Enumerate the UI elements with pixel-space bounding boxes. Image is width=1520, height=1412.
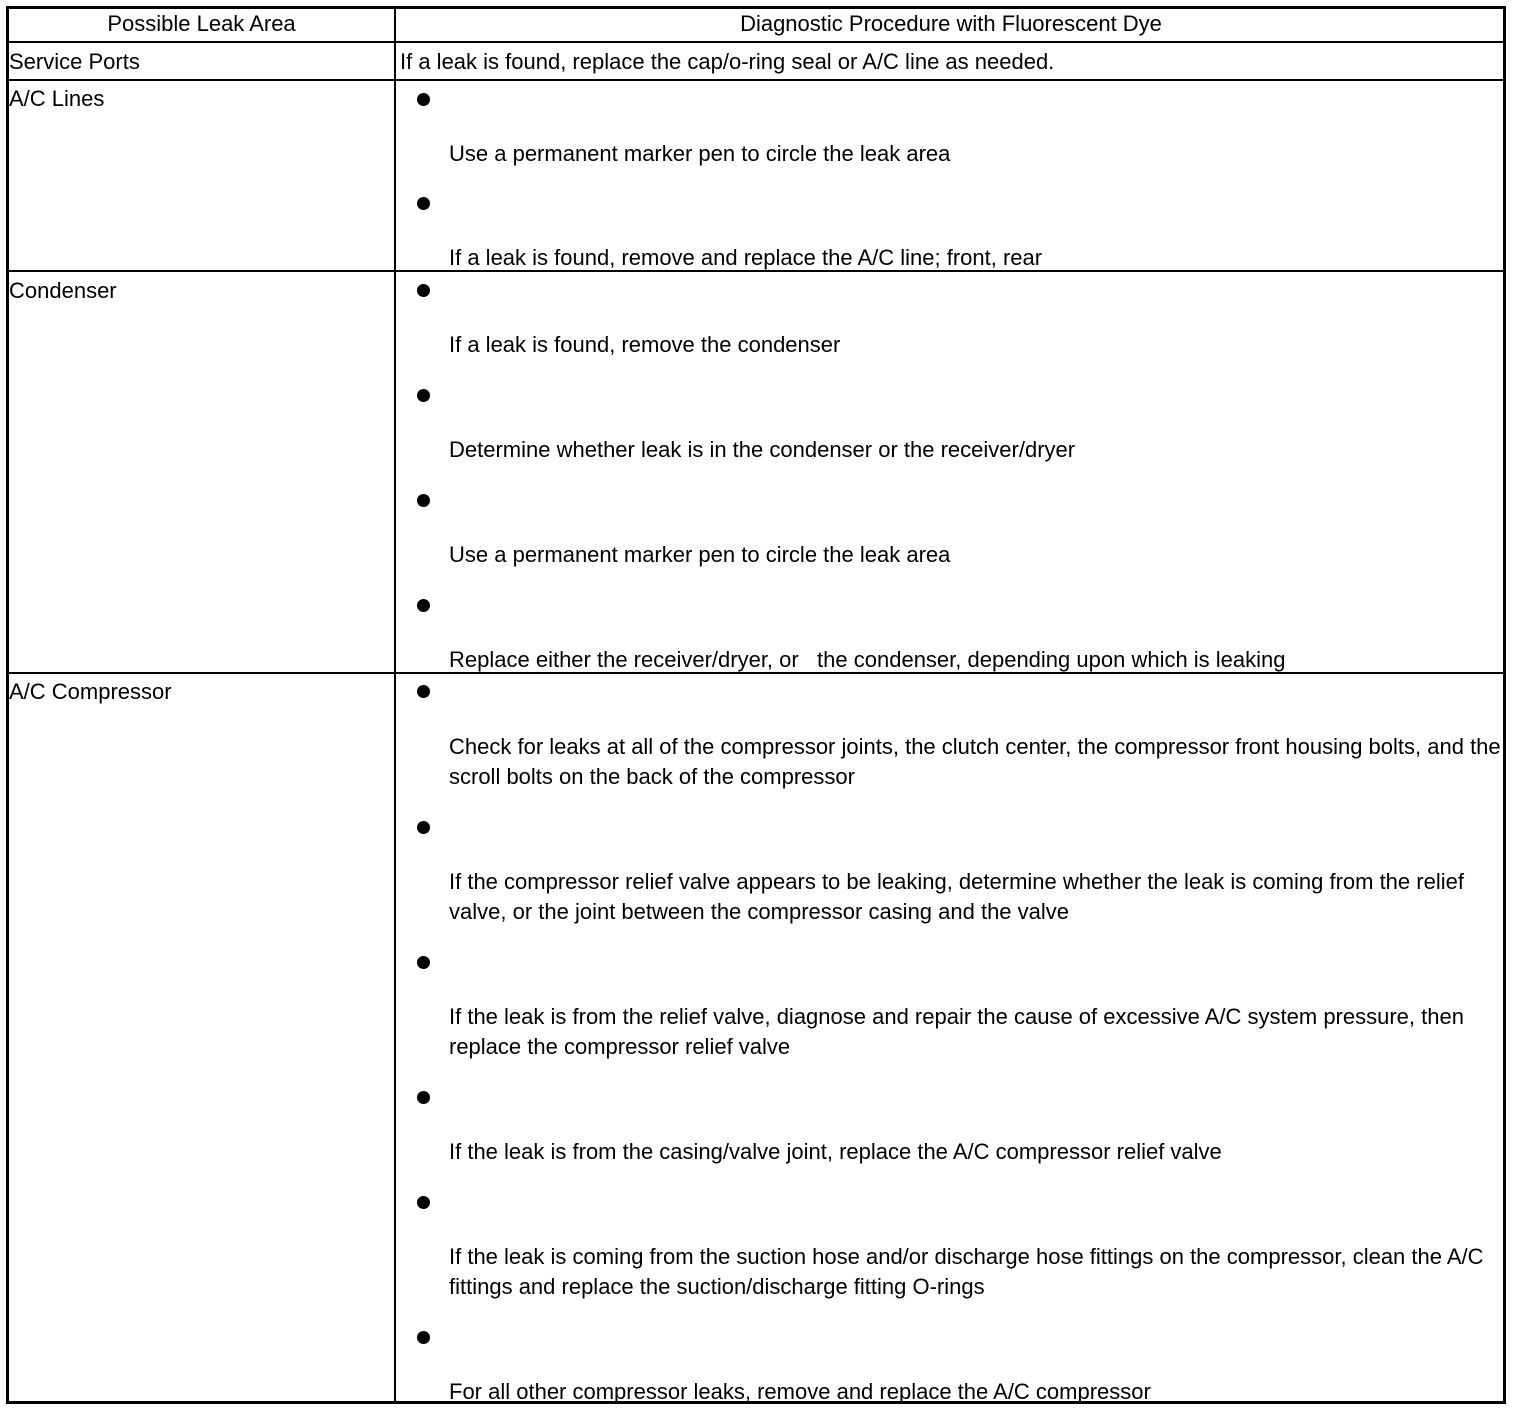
bullet-icon [417,599,430,612]
bullet-icon [417,685,430,698]
area-service-ports: Service Ports [9,49,140,74]
list-item: If the leak is from the relief valve, diagnose and repair the cause of excessive A/C system pressure, then replace the compressor relief valve [449,1004,1464,1059]
list-item: Use a permanent marker pen to circle the leak area [449,542,951,567]
list-item: Check for leaks at all of the compressor joints, the clutch center, the compressor front housing bolts, and the scroll bolts on the back of the compressor [449,734,1501,789]
row-divider [6,79,1506,81]
list-item: Determine whether leak is in the condenser or the receiver/dryer [449,437,1076,462]
bullet-icon [417,494,430,507]
bullet-icon [417,956,430,969]
bullet-icon [417,1331,430,1344]
header-diagnostic-procedure: Diagnostic Procedure with Fluorescent Dye [740,11,1162,36]
bullet-icon [417,389,430,402]
area-ac-lines: A/C Lines [9,86,105,111]
bullet-icon [417,93,430,106]
bullet-icon [417,1091,430,1104]
header-possible-leak-area: Possible Leak Area [107,11,296,36]
area-condenser: Condenser [9,278,117,303]
bullet-icon [417,821,430,834]
bullet-icon [417,1196,430,1209]
list-item: If the compressor relief valve appears to be leaking, determine whether the leak is coming from the relief valve, or the joint between the compressor casing and the valve [449,869,1464,924]
procedure-service-ports: If a leak is found, replace the cap/o-ring seal or A/C line as needed. [400,49,1055,74]
list-item: If the leak is from the casing/valve joint, replace the A/C compressor relief valve [449,1139,1222,1164]
list-item: Replace either the receiver/dryer, or the condenser, depending upon which is leaking [449,647,1286,672]
table-border [6,6,1506,1404]
column-divider [394,6,396,1404]
header-divider [6,41,1506,43]
area-ac-compressor: A/C Compressor [9,679,172,704]
list-item: Use a permanent marker pen to circle the leak area [449,141,951,166]
list-item: If a leak is found, remove and replace the A/C line; front, rear [449,245,1043,270]
list-item: If a leak is found, remove the condenser [449,332,841,357]
list-item: For all other compressor leaks, remove and replace the A/C compressor [449,1379,1151,1404]
bullet-icon [417,284,430,297]
list-item: If the leak is coming from the suction hose and/or discharge hose fittings on the compressor, clean the A/C fittings and replace the suction/discharge fitting O-rings [449,1244,1484,1299]
bullet-icon [417,197,430,210]
